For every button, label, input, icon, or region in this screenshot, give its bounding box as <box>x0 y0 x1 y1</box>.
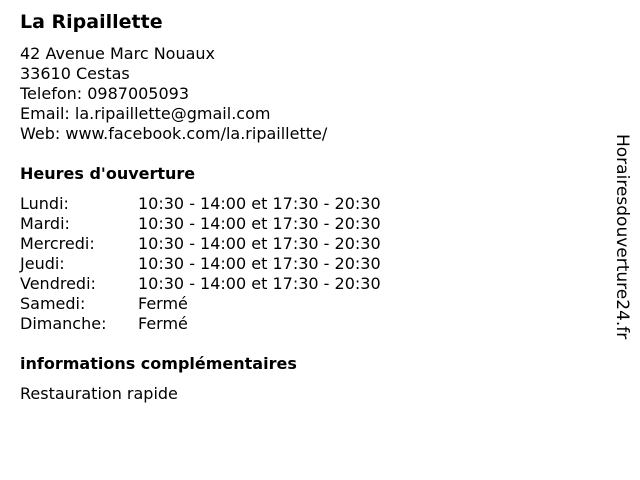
day-label: Samedi: <box>20 294 86 313</box>
street-address: 42 Avenue Marc Nouaux <box>20 44 216 63</box>
phone-number: Telefon: 0987005093 <box>20 84 190 103</box>
day-label: Mardi: <box>20 214 70 233</box>
day-label: Lundi: <box>20 194 69 213</box>
day-hours: Fermé <box>138 294 188 313</box>
day-hours: 10:30 - 14:00 et 17:30 - 20:30 <box>138 234 381 253</box>
hours-row-sunday <box>20 314 381 334</box>
day-hours: 10:30 - 14:00 et 17:30 - 20:30 <box>138 214 381 233</box>
hours-row-friday <box>20 274 381 294</box>
hours-row-tuesday <box>20 214 381 234</box>
info-text: Restauration rapide <box>20 384 178 403</box>
city-postcode: 33610 Cestas <box>20 64 130 83</box>
day-hours: 10:30 - 14:00 et 17:30 - 20:30 <box>138 254 381 273</box>
hours-row-saturday <box>20 294 381 314</box>
hours-heading: Heures d'ouverture <box>20 164 196 183</box>
watermark-text: Horairesdouverture24.fr <box>612 134 632 340</box>
day-label: Vendredi: <box>20 274 96 293</box>
hours-row-wednesday <box>20 234 381 254</box>
website-link: Web: www.facebook.com/la.ripaillette/ <box>20 124 328 143</box>
day-label: Dimanche: <box>20 314 107 333</box>
contact-block <box>20 44 327 144</box>
business-name: La Ripaillette <box>20 11 163 33</box>
day-hours: Fermé <box>138 314 188 333</box>
hours-row-monday <box>20 194 381 214</box>
hours-table <box>20 194 381 334</box>
day-hours: 10:30 - 14:00 et 17:30 - 20:30 <box>138 274 381 293</box>
info-heading: informations complémentaires <box>20 354 297 373</box>
day-hours: 10:30 - 14:00 et 17:30 - 20:30 <box>138 194 381 213</box>
hours-row-thursday <box>20 254 381 274</box>
email-address: Email: la.ripaillette@gmail.com <box>20 104 271 123</box>
day-label: Jeudi: <box>20 254 65 273</box>
watermark <box>612 134 632 374</box>
day-label: Mercredi: <box>20 234 95 253</box>
